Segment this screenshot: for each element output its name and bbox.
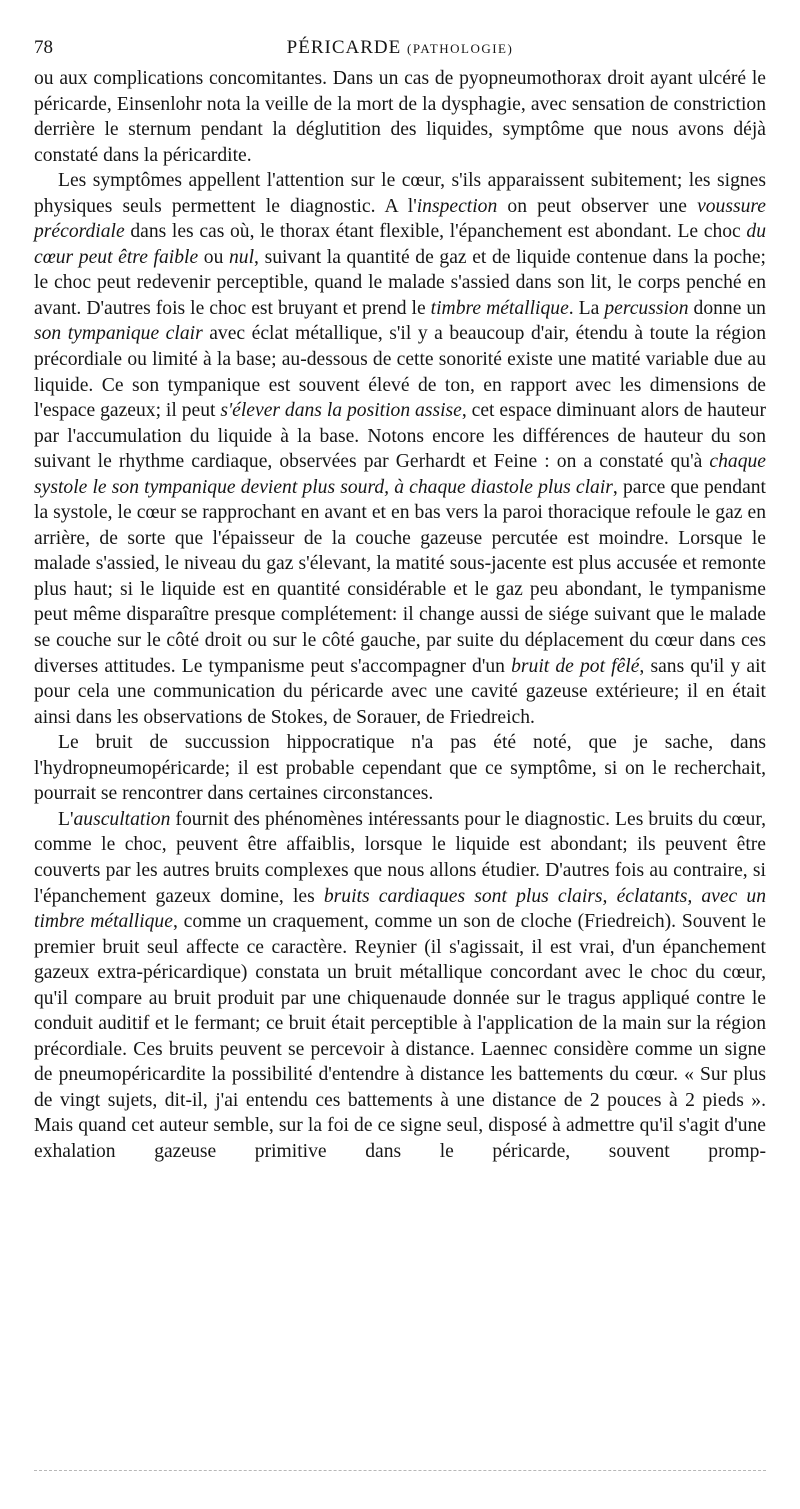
text-run: Le bruit de succussion hippocratique n'a pas été noté, que je sache, dans l'hydropneumopéricarde; il est probable cependant que ce symptôme, si on le recherchait, pourrait se rencontrer dans certaines circonstances. xyxy=(34,732,766,805)
text-run: Les symptômes appellent l'attention sur le cœur, s'ils apparaissent subitement; les signes physiques seuls permettent le diagnostic. A l' xyxy=(34,170,766,217)
italic-term-position-assise: s'élever dans la position assise xyxy=(220,400,462,422)
text-run: ou xyxy=(198,246,229,268)
text-run: on peut observer une xyxy=(497,195,698,217)
italic-term-systole-diastole: chaque systole le son tympanique devient plus sourd, à chaque diastole plus clair xyxy=(34,451,766,498)
paragraph-continuation xyxy=(34,66,766,168)
text-run: dans les cas où, le thorax étant flexible, l'épanchement est abondant. Le choc xyxy=(124,221,747,243)
running-head-subtitle: (PATHOLOGIE) xyxy=(406,41,514,56)
italic-term-nul: nul xyxy=(229,246,255,268)
page-body xyxy=(34,66,766,1165)
paragraph-symptoms xyxy=(34,168,766,730)
text-run: donne un xyxy=(688,297,766,319)
italic-term-bruits-cardiaques: bruits cardiaques sont plus clairs, éclatants, avec un timbre métallique xyxy=(34,885,767,933)
running-head-title: PÉRICARDE xyxy=(286,37,402,58)
italic-term-choc-faible: du cœur peut être faible xyxy=(34,221,766,268)
italic-term-inspection: inspection xyxy=(416,195,498,217)
text-run: , cet espace diminuant alors de hauteur par l'accumulation du liquide à la base. Notons encore les différences de hauteur du son suivant le rhythme cardiaque, observées par Gerhardt et Feine : on a constaté qu'à xyxy=(34,400,766,473)
text-run: . La xyxy=(568,297,605,319)
italic-term-timbre-metallique: timbre métallique xyxy=(430,297,569,319)
text-run: fournit des phénomènes intéressants pour le diagnostic. Les bruits du cœur, comme le choc, peuvent être affaiblis, lorsque le liquide est abondant; ils peuvent être couverts par les autres bruits complexes que nous allons étudier. D'autres fois au contraire, si l'épanchement gazeux domine, les xyxy=(34,808,766,907)
paragraph-succussion xyxy=(34,730,766,807)
italic-term-son-tympanique: son tympanique clair xyxy=(34,323,203,345)
italic-term-pot-fele: bruit de pot fêlé xyxy=(511,655,640,677)
text-run: , comme un craquement, comme un son de cloche (Friedreich). Souvent le premier bruit seul affecte ce caractère. Reynier (il s'agissait, il est vrai, d'un épanchement gazeux extra-péricardique) constata un bruit métallique concordant avec le choc du cœur, qu'il compare au bruit produit par une chiquenaude donnée sur le tragus appliqué contre le conduit auditif et le fermant; ce bruit était perceptible à l'application de la main sur la région précordiale. Ces bruits peuvent se percevoir à distance. Laennec considère comme un signe de pneumopéricardite la possibilité d'entendre à distance les battements du cœur. « Sur plus de vingt sujets, dit-il, j'ai entendu ces battements à une distance de 2 pouces à 2 pieds ». Mais quand cet auteur semble, sur la foi de ce signe seul, disposé à admettre qu'il s'agit d'une exhalation gazeuse primitive dans le péricarde, souvent promp- xyxy=(34,911,766,1162)
text-run: ou aux complications concomitantes. Dans un cas de pyopneumothorax droit ayant ulcéré le péricarde, Einsenlohr nota la veille de la mort de la dysphagie, avec sensation de constriction derrière le sternum pendant la déglutition des liquides, symptôme que nous avons déjà constaté dans la péricardite. xyxy=(34,68,766,166)
italic-term-auscultation: auscultation xyxy=(73,808,171,830)
text-run: , parce que pendant la systole, le cœur se rapprochant en avant et en bas vers la paroi thoracique refoule le gaz en arrière, de sorte que l'épaisseur de la couche gazeuse percutée est moindre. Lorsque le malade s'assied, le niveau du gaz s'élevant, la matité sous-jacente est plus accusée et remonte plus haut; si le liquide est en quantité considérable et le gaz peu abondant, le tympanisme peut même disparaître presque complétement: il change aussi de siége suivant que le malade se couche sur le côté droit ou sur le côté gauche, par suite du déplacement du cœur dans ces diverses attitudes. Le tympanisme peut s'accompagner d'un xyxy=(34,476,767,677)
text-run: avec éclat métallique, s'il y a beaucoup d'air, étendu à toute la région précordiale ou limité à la base; au-dessous de cette sonorité existe une matité variable due au liquide. Ce son tympanique est souvent élevé de ton, en rapport avec les dimensions de l'espace gazeux; il peut xyxy=(34,323,766,422)
footer-rule xyxy=(34,1470,766,1471)
italic-term-voussure: voussure précordiale xyxy=(34,195,766,243)
text-run: , sans qu'il y ait pour cela une communication du péricarde avec une cavité gazeuse extérieure; il en était ainsi dans les observations de Stokes, de Sorauer, de Friedreich. xyxy=(34,655,766,728)
running-head xyxy=(34,36,766,61)
paragraph-auscultation xyxy=(34,807,766,1165)
text-run: L' xyxy=(58,808,74,830)
page-header xyxy=(34,36,766,60)
italic-term-percussion: percussion xyxy=(604,297,689,319)
text-run: , suivant la quantité de gaz et de liquide contenue dans la poche; le choc peut redevenir perceptible, quand le malade s'assied dans son lit, le corps penché en avant. D'autres fois le choc est bruyant et prend le xyxy=(34,246,767,319)
page-number: 78 xyxy=(34,37,53,58)
